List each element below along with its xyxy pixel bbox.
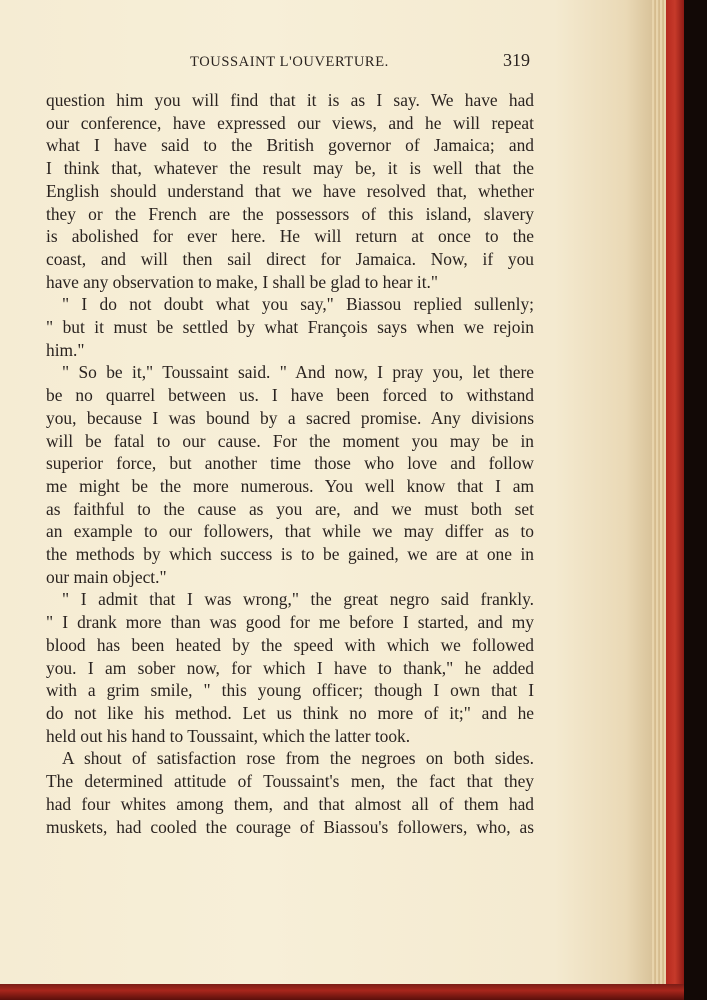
text-line: will be fatal to our cause. For the moment you may be in	[46, 430, 534, 451]
text-line: you, because I was bound by a sacred promise. Any divisions	[46, 407, 534, 428]
text-line: is abolished for ever here. He will return at once to the	[46, 226, 534, 247]
text-line: The determined attitude of Toussaint's men, the fact that they	[46, 771, 534, 792]
text-line: " I drank more than was good for me before I started, and my	[46, 612, 534, 633]
page-edges	[652, 0, 666, 992]
text-line: have any observation to make, I shall be glad to hear it."	[46, 271, 438, 292]
text-line: they or the French are the possessors of this island, slavery	[46, 203, 534, 224]
text-line: superior force, but another time those who love and follow	[46, 453, 534, 474]
text-line: English should understand that we have resolved that, whether	[46, 180, 534, 201]
text-line: held out his hand to Toussaint, which the latter took.	[46, 725, 411, 746]
text-line: " I do not doubt what you say," Biassou replied sullenly;	[62, 294, 534, 315]
text-line: our conference, have expressed our views, and he will repeat	[46, 112, 534, 133]
text-line: blood has been heated by the speed with which we followed	[46, 634, 534, 655]
text-line: question him you will find that it is as I say. We have had	[46, 90, 534, 110]
text-line: you. I am sober now, for which I have to thank," he added	[46, 657, 534, 678]
text-line: be no quarrel between us. I have been forced to withstand	[46, 385, 534, 406]
text-line: muskets, had cooled the courage of Biassou's followers, who, as	[46, 816, 534, 837]
text-line: an example to our followers, that while we may differ as to	[46, 521, 534, 542]
text-line: coast, and will then sail direct for Jamaica. Now, if you	[46, 248, 534, 269]
running-head: TOUSSAINT L'OUVERTURE.	[190, 54, 389, 70]
text-line: A shout of satisfaction rose from the negroes on both sides.	[62, 748, 534, 769]
text-line: him."	[46, 339, 85, 360]
text-line: " I admit that I was wrong," the great negro said frankly.	[62, 589, 534, 610]
text-line: with a grim smile, " this young officer; though I own that I	[46, 680, 534, 701]
text-line: me might be the more numerous. You well know that I am	[46, 475, 534, 496]
book-cover-bottom	[0, 984, 684, 1000]
page-number: 319	[503, 50, 530, 70]
book-cover-edge	[666, 0, 684, 995]
text-line: I think that, whatever the result may be, it is well that the	[46, 158, 534, 179]
background	[684, 0, 707, 1000]
text-line: what I have said to the British governor of Jamaica; and	[46, 135, 534, 156]
body-text	[46, 89, 534, 838]
text-line: " but it must be settled by what François says when we rejoin	[46, 317, 534, 338]
text-line: the methods by which success is to be gained, we are at one in	[46, 544, 534, 565]
text-line: do not like his method. Let us think no more of it;" and he	[46, 702, 534, 723]
text-line: as faithful to the cause as you are, and we must both set	[46, 498, 534, 519]
text-line: our main object."	[46, 566, 167, 587]
text-line: " So be it," Toussaint said. " And now, I pray you, let there	[62, 362, 534, 383]
text-line: had four whites among them, and that almost all of them had	[46, 793, 534, 814]
